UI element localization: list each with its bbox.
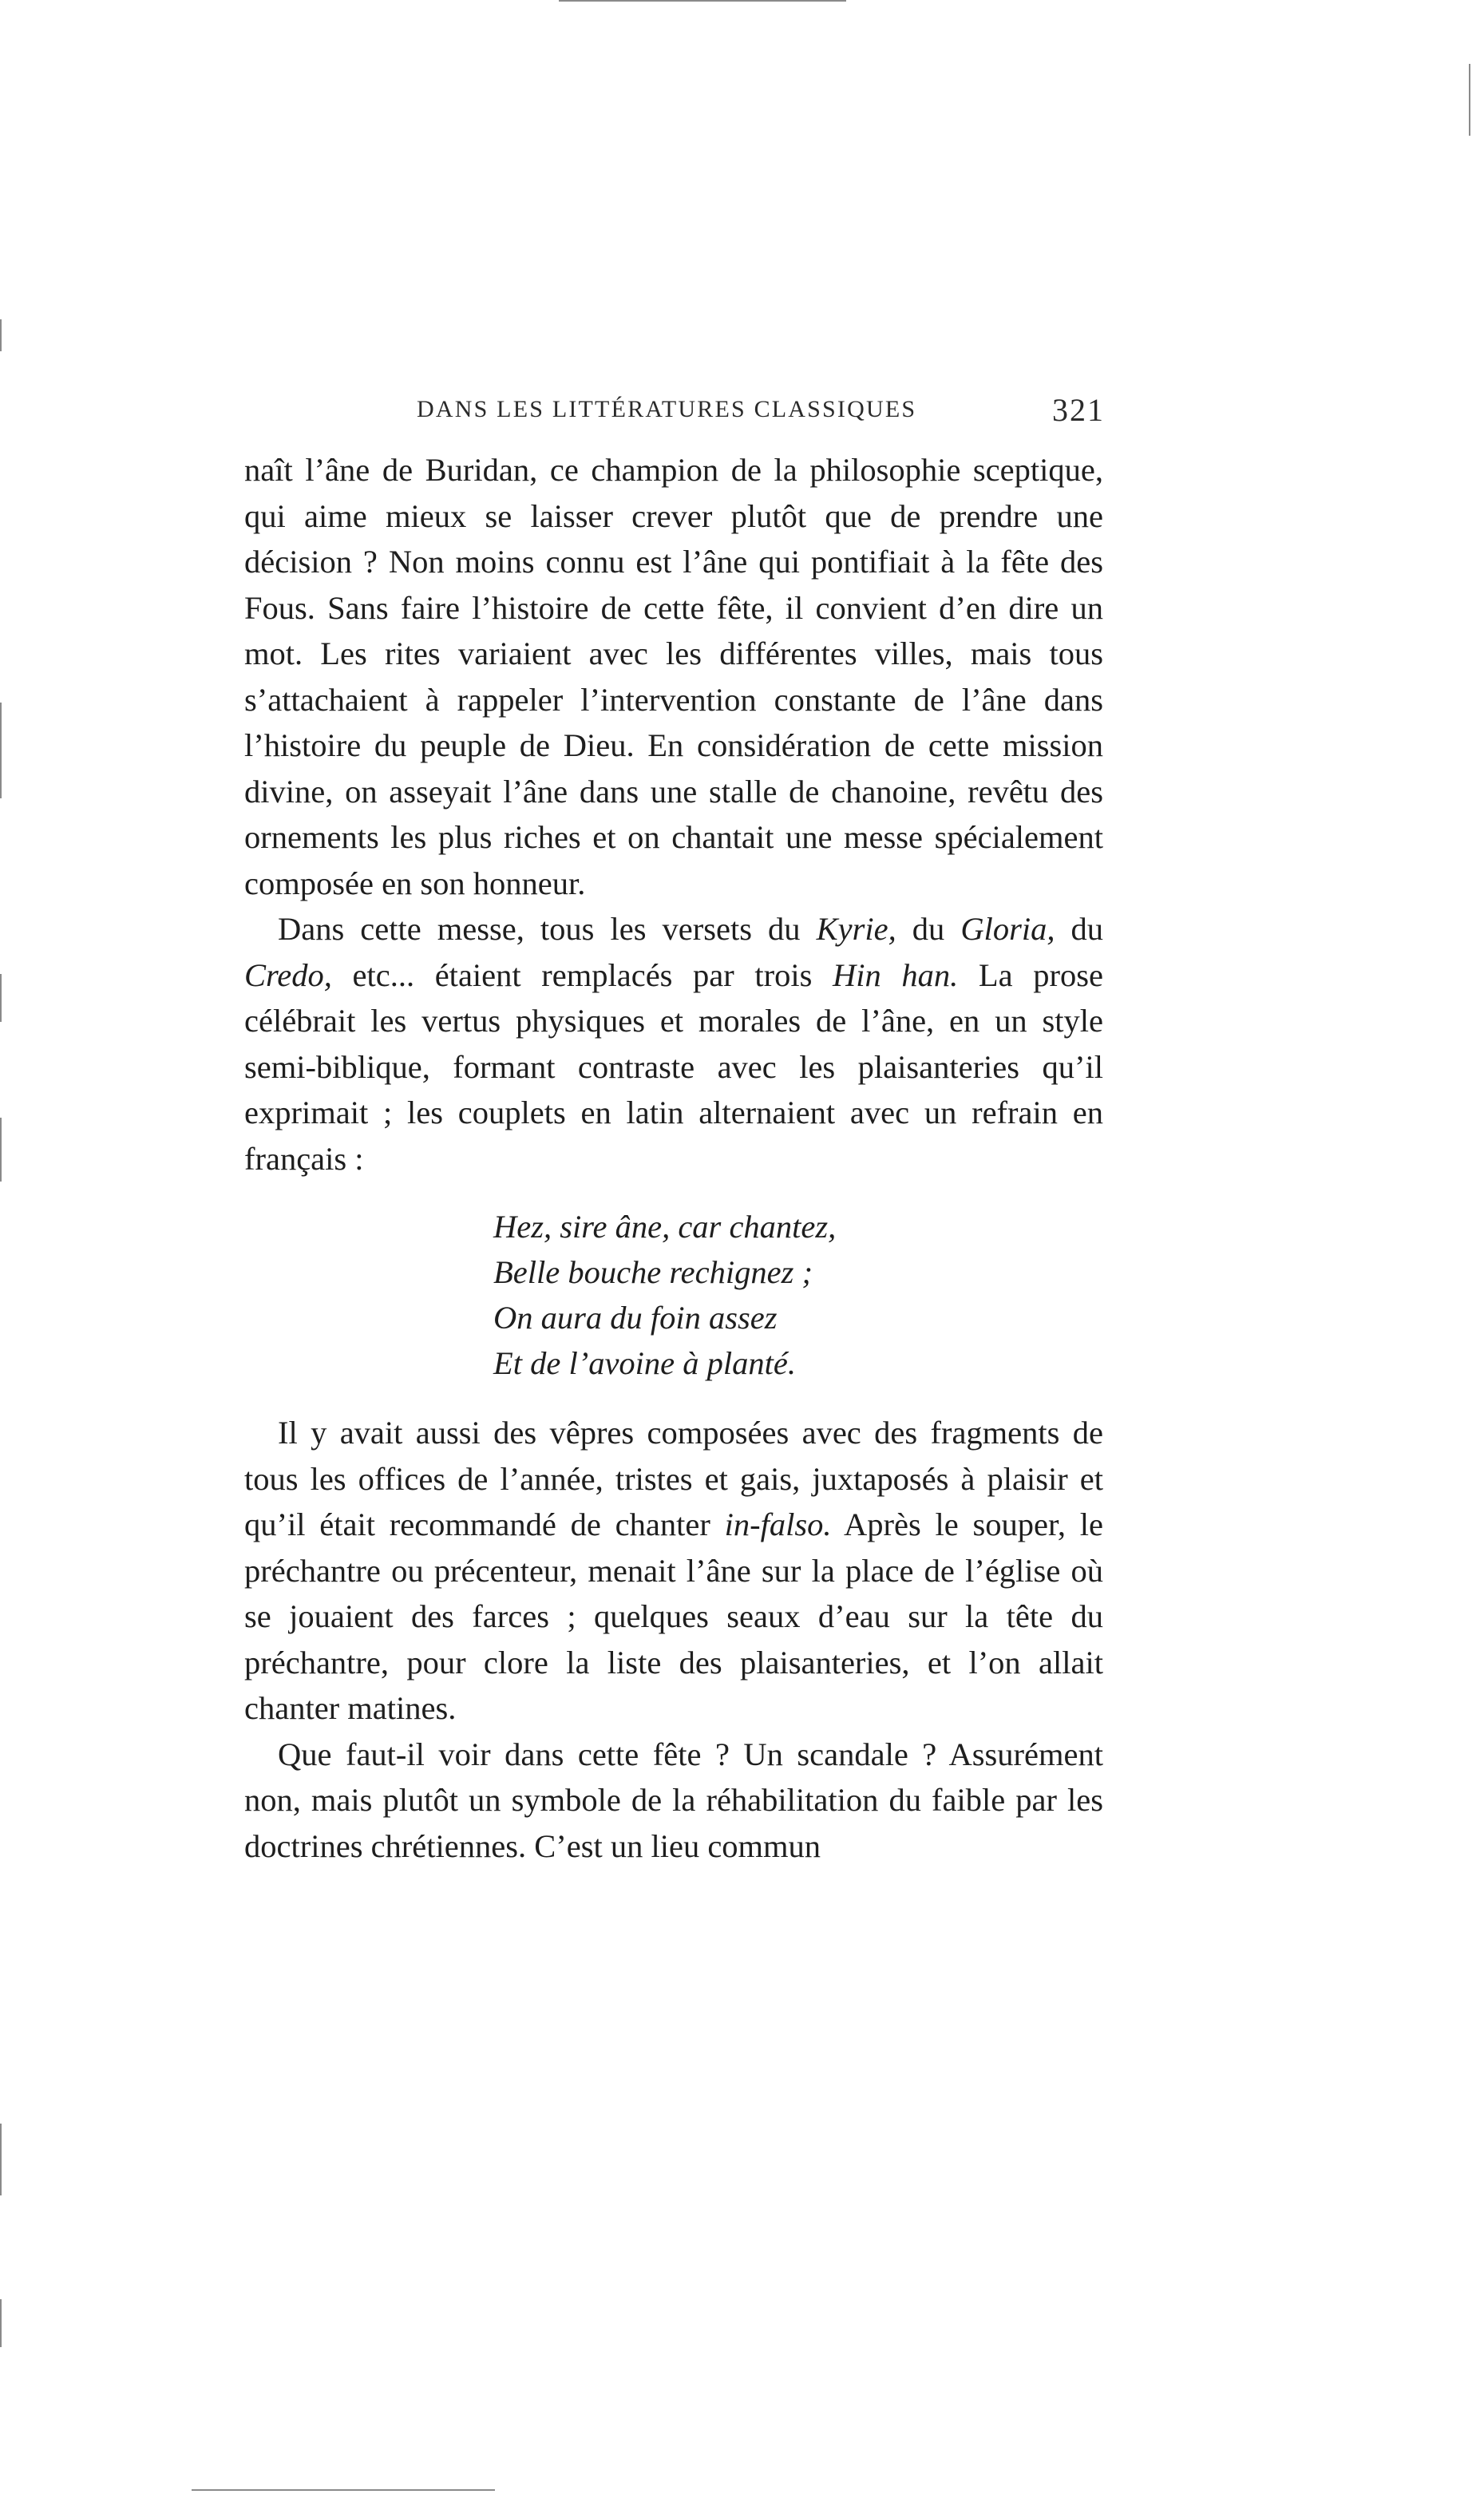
italic-run: Gloria,: [960, 911, 1055, 947]
text-run: La prose célébrait les vertus physiques et morales de l’âne, en un style semi-biblique, formant contraste avec les plaisanteries qu’il exprimait ; les couplets en latin alternaient avec un refrain en français :: [244, 956, 1103, 1177]
scan-artifact: [0, 2124, 2, 2195]
verse-refrain: [493, 1204, 1103, 1386]
text-run: etc... étaient remplacés par trois: [331, 956, 833, 993]
running-head: DANS LES LITTÉRATURES CLASSIQUES: [417, 396, 917, 422]
italic-run: Credo,: [244, 956, 332, 993]
italic-run: in-falso.: [724, 1506, 832, 1542]
paragraph-4: Que faut-il voir dans cette fête ? Un scandale ? Assurément non, mais plutôt un symbole de la réhabilitation du faible par les doctrines chrétiennes. C’est un lieu commun: [244, 1736, 1103, 1864]
text-run: Dans cette messe, tous les versets du: [278, 911, 817, 947]
italic-run: Kyrie,: [816, 911, 896, 947]
text-run: Après le souper, le préchantre ou précenteur, menait l’âne sur la place de l’église où se jouaient des farces ; quelques seaux d’eau sur la tête du préchantre, pour clore la liste des plaisanteries, et l’on allait chanter matines.: [244, 1506, 1103, 1726]
scan-artifact: [1469, 64, 1470, 136]
scan-artifact: [0, 319, 2, 351]
text-run: du: [896, 911, 961, 947]
scan-artifact: [0, 974, 2, 1022]
scan-artifact: [192, 2489, 495, 2491]
verse-line: Hez, sire âne, car chantez,: [493, 1209, 837, 1245]
verse-line: On aura du foin assez: [493, 1300, 778, 1336]
scan-artifact: [0, 1118, 2, 1182]
page-number: 321: [1052, 392, 1105, 428]
body-text: [244, 447, 1103, 1869]
scan-artifact: [0, 2299, 2, 2347]
verse-line: Et de l’avoine à planté.: [493, 1345, 797, 1381]
paragraph-1: naît l’âne de Buridan, ce champion de la philosophie sceptique, qui aime mieux se laisser crever plutôt que de prendre une décision ? Non moins connu est l’âne qui pontifiait à la fête des Fous. Sans faire l’histoire de cette fête, il convient d’en dire un mot. Les rites variaient avec les différentes villes, mais tous s’attachaient à rappeler l’intervention constante de l’âne dans l’histoire du peuple de Dieu. En considération de cette mission divine, on asseyait l’âne dans une stalle de chanoine, revêtu des ornements les plus riches et on chantait une messe spécialement composée en son honneur.: [244, 452, 1103, 901]
italic-run: Hin han.: [833, 956, 959, 993]
scan-artifact: [0, 703, 2, 798]
scan-artifact: [559, 0, 846, 2]
paragraph-2: [244, 906, 1103, 1182]
page-header: [249, 388, 1105, 436]
paragraph-3: [244, 1410, 1103, 1732]
text-run: Il y avait aussi des vêpres composées avec des fragments de tous les offices de l’année, tristes et gais, juxtaposés à plaisir et qu’il était recommandé de chanter: [244, 1415, 1103, 1542]
verse-line: Belle bouche rechignez ;: [493, 1254, 813, 1290]
text-run: du: [1055, 911, 1104, 947]
